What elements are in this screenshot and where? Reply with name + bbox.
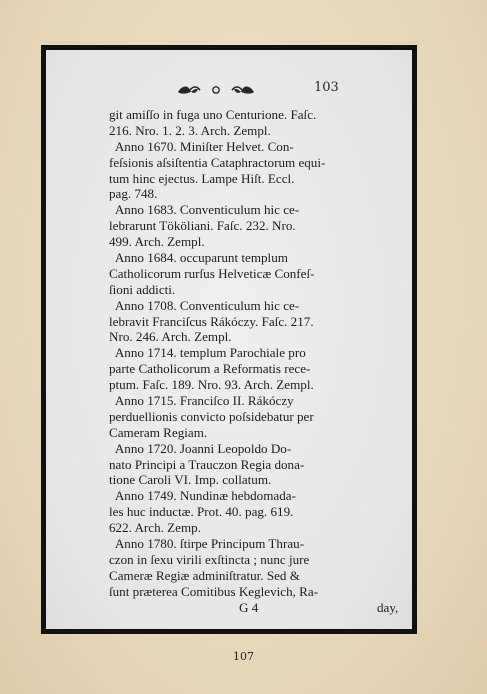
text-line: Anno 1720. Joanni Leopoldo Do- [109, 440, 292, 456]
text-line: Anno 1714. templum Parochiale pro [109, 345, 306, 361]
text-line: Anno 1708. Conventiculum hic ce- [109, 297, 300, 313]
signature-line [109, 600, 409, 616]
book-page [46, 50, 412, 629]
text-line: Anno 1715. Franciſco II. Rákóczy [109, 393, 294, 409]
text-line: feſsionis aſsiſtentia Cataphractorum equi- [109, 154, 326, 170]
text-line: 216. Nro. 1. 2. 3. Arch. Zempl. [109, 122, 271, 138]
text-line: czon in ſexu virili exſtincta ; nunc jure [109, 551, 310, 567]
gathering-signature: G 4 [239, 599, 259, 615]
text-line: git amiſſo in fuga uno Centurione. Faſc. [109, 107, 317, 122]
footer-page-number: 107 [233, 650, 254, 663]
text-line: 499. Arch. Zempl. [109, 234, 205, 250]
printer-ornament-icon [176, 82, 256, 98]
text-line: Anno 1749. Nundinæ hebdomada- [109, 488, 296, 504]
text-line: ſioni addicti. [109, 281, 176, 297]
text-line: nato Principi a Trauczon Regia dona- [109, 456, 305, 472]
page-header [46, 80, 412, 100]
scanned-page-frame [41, 45, 417, 634]
text-line: les huc inductæ. Prot. 40. pag. 619. [109, 504, 294, 520]
text-line: Nro. 246. Arch. Zempl. [109, 329, 232, 345]
text-line: Cameræ Regiæ adminiſtratur. Sed & [109, 567, 300, 583]
text-line: tum hinc ejectus. Lampe Hiſt. Eccl. [109, 170, 295, 186]
text-line: Anno 1683. Conventiculum hic ce- [109, 202, 300, 218]
text-line: ptum. Faſc. 189. Nro. 93. Arch. Zempl. [109, 377, 314, 393]
text-line: ſunt præterea Comitibus Keglevich, Ra- [109, 583, 319, 599]
text-line: tione Caroli VI. Imp. collatum. [109, 472, 272, 488]
text-line: perduellionis convicto poſsidebatur per [109, 408, 314, 424]
text-line: Anno 1670. Miniſter Helvet. Con- [109, 138, 294, 154]
body-text [109, 107, 409, 616]
text-line: pag. 748. [109, 186, 158, 202]
text-line: Anno 1780. ſtirpe Principum Thrau- [109, 536, 305, 552]
catchword: day, [377, 599, 399, 615]
text-line: Catholicorum rurſus Helveticæ Confeſ- [109, 265, 315, 281]
text-line: Anno 1684. occuparunt templum [109, 250, 288, 266]
text-line: parte Catholicorum a Reformatis rece- [109, 361, 311, 377]
text-line: 622. Arch. Zemp. [109, 520, 202, 536]
text-line: Cameram Regiam. [109, 424, 208, 440]
header-page-number: 103 [314, 80, 339, 95]
text-line: lebravit Franciſcus Rákóczy. Faſc. 217. [109, 313, 314, 329]
text-line: lebrarunt Tököliani. Faſc. 232. Nro. [109, 218, 296, 234]
